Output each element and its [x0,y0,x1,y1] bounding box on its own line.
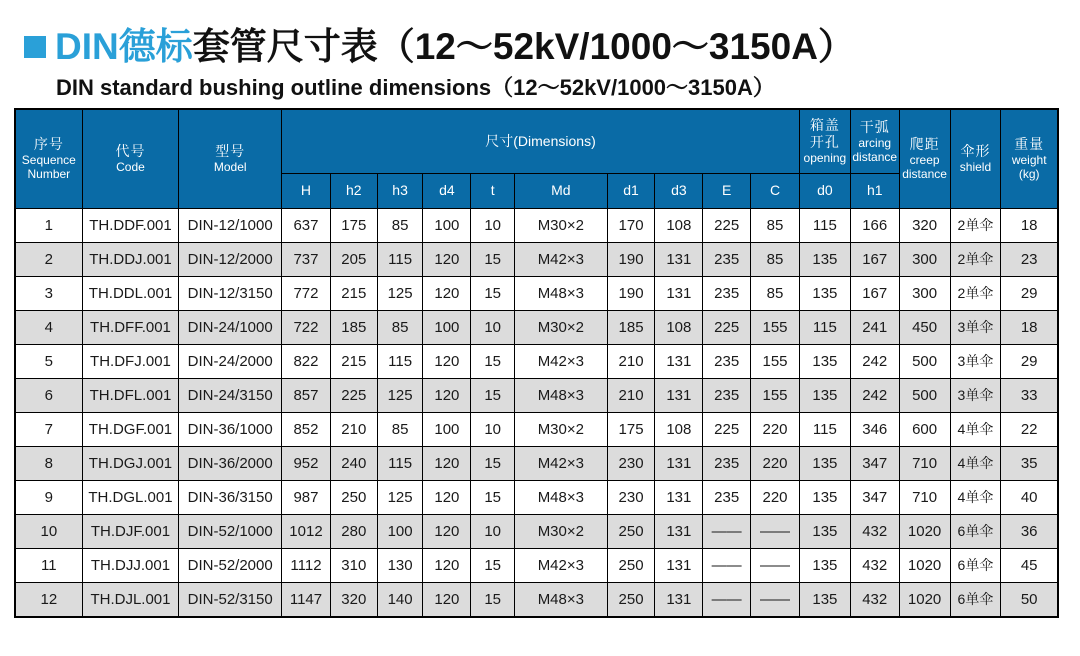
col-header-d4: d4 [423,173,471,208]
cell-t: 10 [471,412,515,446]
cell-code: TH.DJJ.001 [82,548,179,582]
cell-weight: 22 [1001,412,1058,446]
cell-d4: 120 [423,378,471,412]
cell-Md: M48×3 [515,378,608,412]
cell-d1: 230 [607,480,655,514]
cell-code: TH.DFL.001 [82,378,179,412]
cell-d4: 120 [423,514,471,548]
col-header-d3: d3 [655,173,703,208]
bushing-dimensions-table [14,108,1059,618]
cell-h3: 140 [377,582,423,617]
cell-h1: 347 [850,446,899,480]
col-header-shield: 伞形 shield [950,109,1001,208]
cell-h2: 280 [330,514,377,548]
cell-creep-distance: 1020 [899,548,950,582]
cell-model: DIN-24/2000 [179,344,282,378]
cell-t: 15 [471,480,515,514]
cell-sequence: 7 [15,412,82,446]
cell-Md: M48×3 [515,480,608,514]
cell-C: —— [751,514,800,548]
cell-d3: 131 [655,480,703,514]
cell-E: 235 [703,242,751,276]
cell-t: 15 [471,276,515,310]
cell-t: 10 [471,310,515,344]
cell-code: TH.DDJ.001 [82,242,179,276]
cell-d0: 135 [799,344,850,378]
cell-shield: 4单伞 [950,446,1001,480]
cell-h1: 166 [850,208,899,242]
cell-H: 1012 [282,514,331,548]
cell-sequence: 2 [15,242,82,276]
cell-h2: 210 [330,412,377,446]
cell-h3: 85 [377,412,423,446]
cell-model: DIN-12/2000 [179,242,282,276]
cell-C: 155 [751,344,800,378]
col-header-C: C [751,173,800,208]
cell-sequence: 8 [15,446,82,480]
table-row [15,310,1058,344]
cell-t: 15 [471,582,515,617]
cell-H: 857 [282,378,331,412]
cell-model: DIN-36/1000 [179,412,282,446]
cell-d3: 108 [655,208,703,242]
col-header-Md: Md [515,173,608,208]
cell-d0: 135 [799,548,850,582]
cell-E: 235 [703,378,751,412]
cell-shield: 2单伞 [950,208,1001,242]
cell-sequence: 12 [15,582,82,617]
col-header-opening: 箱盖 开孔 opening [799,109,850,173]
cell-E: —— [703,514,751,548]
cell-d4: 100 [423,310,471,344]
table-header [15,109,1058,208]
cell-E: 235 [703,446,751,480]
cell-shield: 3单伞 [950,310,1001,344]
cell-C: 220 [751,446,800,480]
cell-model: DIN-52/2000 [179,548,282,582]
cell-h2: 215 [330,344,377,378]
table-row [15,480,1058,514]
cell-creep-distance: 710 [899,446,950,480]
cell-creep-distance: 300 [899,276,950,310]
cell-C: 155 [751,378,800,412]
cell-h1: 432 [850,582,899,617]
cell-h3: 125 [377,378,423,412]
page-subtitle: DIN standard bushing outline dimensions（12～52kV/1000～3150A） [56,75,775,100]
cell-creep-distance: 1020 [899,582,950,617]
cell-d0: 135 [799,514,850,548]
cell-t: 10 [471,208,515,242]
cell-shield: 2单伞 [950,242,1001,276]
cell-H: 952 [282,446,331,480]
col-header-E: E [703,173,751,208]
cell-code: TH.DFF.001 [82,310,179,344]
cell-H: 722 [282,310,331,344]
table-body [15,208,1058,617]
cell-code: TH.DDL.001 [82,276,179,310]
cell-d3: 131 [655,514,703,548]
table-row [15,514,1058,548]
cell-h3: 115 [377,242,423,276]
cell-h2: 225 [330,378,377,412]
cell-H: 987 [282,480,331,514]
cell-weight: 35 [1001,446,1058,480]
cell-d4: 120 [423,242,471,276]
cell-C: 85 [751,208,800,242]
cell-h2: 205 [330,242,377,276]
title-bullet-square-icon [24,36,46,58]
cell-E: —— [703,582,751,617]
cell-t: 10 [471,514,515,548]
cell-d3: 131 [655,446,703,480]
cell-E: 235 [703,480,751,514]
cell-model: DIN-24/1000 [179,310,282,344]
cell-shield: 2单伞 [950,276,1001,310]
cell-weight: 50 [1001,582,1058,617]
cell-shield: 6单伞 [950,548,1001,582]
cell-H: 637 [282,208,331,242]
cell-d0: 135 [799,582,850,617]
col-header-h1: h1 [850,173,899,208]
cell-h1: 242 [850,378,899,412]
cell-E: 235 [703,276,751,310]
cell-t: 15 [471,446,515,480]
cell-h2: 310 [330,548,377,582]
cell-d1: 210 [607,378,655,412]
cell-d4: 120 [423,446,471,480]
cell-d3: 108 [655,412,703,446]
cell-H: 852 [282,412,331,446]
cell-h3: 85 [377,310,423,344]
cell-d1: 190 [607,276,655,310]
cell-d1: 175 [607,412,655,446]
table-row [15,582,1058,617]
cell-weight: 45 [1001,548,1058,582]
cell-H: 1147 [282,582,331,617]
cell-d3: 131 [655,242,703,276]
cell-H: 1112 [282,548,331,582]
cell-h3: 125 [377,276,423,310]
cell-model: DIN-12/1000 [179,208,282,242]
cell-weight: 33 [1001,378,1058,412]
cell-sequence: 3 [15,276,82,310]
cell-h3: 115 [377,344,423,378]
col-header-sequence: 序号 Sequence Number [15,109,82,208]
title-rest: 套管尺寸表（12～52kV/1000～3150A） [192,26,855,67]
cell-E: —— [703,548,751,582]
cell-code: TH.DJF.001 [82,514,179,548]
cell-h1: 346 [850,412,899,446]
cell-h3: 125 [377,480,423,514]
cell-code: TH.DGL.001 [82,480,179,514]
cell-model: DIN-24/3150 [179,378,282,412]
cell-h2: 185 [330,310,377,344]
cell-t: 15 [471,378,515,412]
cell-creep-distance: 320 [899,208,950,242]
cell-d3: 108 [655,310,703,344]
cell-Md: M42×3 [515,344,608,378]
col-header-H: H [282,173,331,208]
cell-creep-distance: 600 [899,412,950,446]
cell-sequence: 1 [15,208,82,242]
cell-creep-distance: 300 [899,242,950,276]
cell-d4: 120 [423,548,471,582]
cell-h2: 250 [330,480,377,514]
cell-d4: 100 [423,208,471,242]
col-header-model: 型号 Model [179,109,282,208]
cell-d1: 250 [607,548,655,582]
cell-Md: M48×3 [515,276,608,310]
cell-C: 220 [751,412,800,446]
cell-creep-distance: 710 [899,480,950,514]
cell-h1: 242 [850,344,899,378]
cell-code: TH.DFJ.001 [82,344,179,378]
cell-Md: M30×2 [515,412,608,446]
table-row [15,446,1058,480]
cell-Md: M42×3 [515,446,608,480]
cell-code: TH.DGF.001 [82,412,179,446]
cell-C: 85 [751,276,800,310]
cell-h2: 320 [330,582,377,617]
cell-d1: 170 [607,208,655,242]
cell-model: DIN-12/3150 [179,276,282,310]
table-row [15,412,1058,446]
table-row [15,276,1058,310]
cell-h3: 100 [377,514,423,548]
cell-E: 225 [703,310,751,344]
col-header-d0: d0 [799,173,850,208]
cell-sequence: 6 [15,378,82,412]
cell-model: DIN-36/3150 [179,480,282,514]
cell-h1: 241 [850,310,899,344]
cell-C: 220 [751,480,800,514]
cell-creep-distance: 500 [899,378,950,412]
cell-creep-distance: 1020 [899,514,950,548]
cell-E: 235 [703,344,751,378]
cell-d0: 115 [799,208,850,242]
cell-sequence: 5 [15,344,82,378]
cell-model: DIN-52/3150 [179,582,282,617]
cell-model: DIN-52/1000 [179,514,282,548]
cell-Md: M30×2 [515,208,608,242]
title-block [24,28,855,102]
title-line [24,28,855,65]
cell-shield: 4单伞 [950,480,1001,514]
cell-d3: 131 [655,378,703,412]
page-title [55,28,855,65]
cell-d4: 120 [423,344,471,378]
cell-d0: 135 [799,276,850,310]
table-row [15,548,1058,582]
cell-shield: 3单伞 [950,378,1001,412]
cell-d0: 135 [799,446,850,480]
cell-d1: 185 [607,310,655,344]
cell-weight: 29 [1001,276,1058,310]
cell-d1: 210 [607,344,655,378]
cell-h1: 432 [850,514,899,548]
cell-d3: 131 [655,276,703,310]
cell-h3: 130 [377,548,423,582]
cell-Md: M30×2 [515,514,608,548]
cell-weight: 23 [1001,242,1058,276]
cell-sequence: 10 [15,514,82,548]
cell-h2: 240 [330,446,377,480]
col-header-arcing-distance: 干弧 arcing distance [850,109,899,173]
cell-Md: M48×3 [515,582,608,617]
cell-code: TH.DGJ.001 [82,446,179,480]
col-header-d1: d1 [607,173,655,208]
cell-d3: 131 [655,548,703,582]
cell-h1: 347 [850,480,899,514]
cell-H: 772 [282,276,331,310]
cell-C: —— [751,548,800,582]
cell-weight: 18 [1001,310,1058,344]
cell-code: TH.DDF.001 [82,208,179,242]
cell-Md: M42×3 [515,548,608,582]
col-header-h3: h3 [377,173,423,208]
cell-weight: 40 [1001,480,1058,514]
cell-d1: 190 [607,242,655,276]
cell-Md: M30×2 [515,310,608,344]
cell-model: DIN-36/2000 [179,446,282,480]
cell-d4: 100 [423,412,471,446]
table-row [15,242,1058,276]
col-header-t: t [471,173,515,208]
cell-shield: 6单伞 [950,582,1001,617]
cell-t: 15 [471,548,515,582]
table-row [15,344,1058,378]
table-row [15,208,1058,242]
cell-t: 15 [471,242,515,276]
cell-d3: 131 [655,582,703,617]
cell-d0: 115 [799,412,850,446]
col-header-code: 代号 Code [82,109,179,208]
cell-creep-distance: 450 [899,310,950,344]
cell-h1: 167 [850,242,899,276]
cell-d1: 250 [607,582,655,617]
cell-h3: 115 [377,446,423,480]
col-header-dimensions: 尺寸(Dimensions) [282,109,800,173]
cell-Md: M42×3 [515,242,608,276]
cell-d0: 135 [799,378,850,412]
cell-d4: 120 [423,582,471,617]
cell-h1: 432 [850,548,899,582]
table-row [15,378,1058,412]
cell-sequence: 11 [15,548,82,582]
cell-H: 822 [282,344,331,378]
cell-H: 737 [282,242,331,276]
cell-d0: 135 [799,480,850,514]
cell-C: 85 [751,242,800,276]
col-header-creep-distance: 爬距 creep distance [899,109,950,208]
cell-d0: 135 [799,242,850,276]
cell-d4: 120 [423,480,471,514]
cell-shield: 3单伞 [950,344,1001,378]
cell-d4: 120 [423,276,471,310]
cell-creep-distance: 500 [899,344,950,378]
cell-C: —— [751,582,800,617]
cell-t: 15 [471,344,515,378]
cell-d1: 250 [607,514,655,548]
cell-h2: 215 [330,276,377,310]
cell-d3: 131 [655,344,703,378]
cell-h2: 175 [330,208,377,242]
col-header-h2: h2 [330,173,377,208]
cell-h1: 167 [850,276,899,310]
cell-sequence: 9 [15,480,82,514]
cell-d0: 115 [799,310,850,344]
cell-C: 155 [751,310,800,344]
cell-sequence: 4 [15,310,82,344]
cell-d1: 230 [607,446,655,480]
title-brand: DIN德标 [55,26,193,67]
cell-shield: 6单伞 [950,514,1001,548]
cell-E: 225 [703,412,751,446]
cell-weight: 29 [1001,344,1058,378]
col-header-weight: 重量 weight (kg) [1001,109,1058,208]
cell-E: 225 [703,208,751,242]
cell-shield: 4单伞 [950,412,1001,446]
cell-weight: 36 [1001,514,1058,548]
cell-code: TH.DJL.001 [82,582,179,617]
cell-h3: 85 [377,208,423,242]
cell-weight: 18 [1001,208,1058,242]
